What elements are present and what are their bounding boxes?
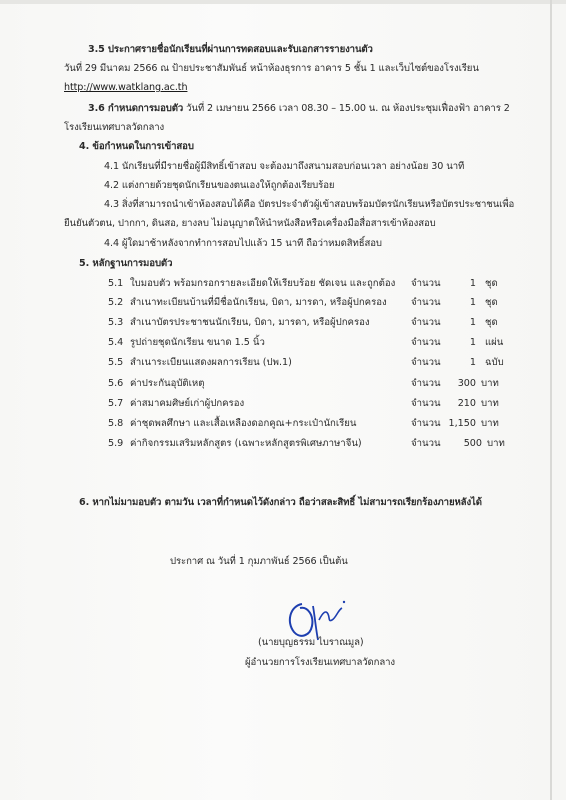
item-number: 5.7: [108, 398, 124, 409]
list-item: [0, 378, 566, 392]
item-unit: บาท: [481, 378, 499, 389]
item-unit: บาท: [487, 438, 505, 449]
item-number: 5.8: [108, 418, 124, 429]
section-4-heading: 4. ข้อกำหนดในการเข้าสอบ: [79, 141, 194, 152]
item-text: ค่ากิจกรรมเสริมหลักสูตร (เฉพาะหลักสูตรพิเศษภาษาจีน): [130, 438, 362, 449]
item-text: สำเนาบัตรประชาชนนักเรียน, บิดา, มารดา, หรือผู้ปกครอง: [130, 317, 370, 328]
item-qty: 1: [469, 337, 476, 348]
item-qty: 1: [469, 278, 476, 289]
list-item: [0, 278, 566, 292]
list-item: [0, 438, 566, 452]
item-qty: 300: [457, 378, 476, 389]
item-text: ใบมอบตัว พร้อมกรอกรายละเอียดให้เรียบร้อย ชัดเจน และถูกต้อง: [130, 278, 396, 289]
item-number: 5.1: [108, 278, 124, 289]
item-unit: บาท: [481, 418, 499, 429]
announcement-date: ประกาศ ณ วันที่ 1 กุมภาพันธ์ 2566 เป็นต้น: [170, 556, 348, 567]
rule-4-1: 4.1 นักเรียนที่มีรายชื่อผู้มีสิทธิ์เข้าสอบ จะต้องมาถึงสนามสอบก่อนเวลา อย่างน้อย 30 นาที: [104, 161, 465, 172]
item-qty: 1: [469, 317, 476, 328]
item-number: 5.9: [108, 438, 124, 449]
section-5-heading: 5. หลักฐานการมอบตัว: [79, 258, 173, 269]
item-qty: 210: [457, 398, 476, 409]
section-3-5-heading: 3.5 ประกาศรายชื่อนักเรียนที่ผ่านการทดสอบและรับเอกสารรายงานตัว: [88, 44, 373, 55]
item-unit: ชุด: [485, 278, 498, 289]
item-text: ค่าสมาคมศิษย์เก่าผู้ปกครอง: [130, 398, 245, 409]
section-3-6-heading: 3.6 กำหนดการมอบตัว: [88, 103, 184, 114]
section-3-6-detail: วันที่ 2 เมษายน 2566 เวลา 08.30 – 15.00 น. ณ ห้องประชุมเฟื่องฟ้า อาคาร 2: [186, 103, 510, 114]
item-qty-label: จำนวน: [411, 317, 441, 328]
school-website-link[interactable]: http://www.watklang.ac.th: [64, 82, 188, 93]
item-number: 5.6: [108, 378, 124, 389]
item-unit: แผ่น: [485, 337, 504, 348]
list-item: [0, 297, 566, 311]
signer-name: (นายบุญธรรม ไบราณมูล): [258, 637, 364, 648]
list-item: [0, 398, 566, 412]
item-qty-label: จำนวน: [411, 438, 441, 449]
item-text: รูปถ่ายชุดนักเรียน ขนาด 1.5 นิ้ว: [130, 337, 265, 348]
rule-4-3: 4.3 สิ่งที่สามารถนำเข้าห้องสอบได้คือ บัตรประจำตัวผู้เข้าสอบพร้อมบัตรนักเรียนหรือบัตรประชาชนเพื่อ: [104, 199, 515, 210]
item-text: ค่าประกันอุบัติเหตุ: [130, 378, 205, 389]
page-top-edge: [0, 0, 566, 4]
item-qty: 1: [469, 297, 476, 308]
item-qty: 1: [469, 357, 476, 368]
item-unit: ชุด: [485, 297, 498, 308]
list-item: [0, 317, 566, 331]
section-3-6-venue: โรงเรียนเทศบาลวัดกลาง: [64, 122, 165, 133]
item-number: 5.3: [108, 317, 124, 328]
list-item: [0, 418, 566, 432]
item-number: 5.4: [108, 337, 124, 348]
item-qty-label: จำนวน: [411, 337, 441, 348]
item-qty-label: จำนวน: [411, 297, 441, 308]
signer-position: ผู้อำนวยการโรงเรียนเทศบาลวัดกลาง: [245, 657, 396, 668]
section-3-6-line: [88, 103, 510, 115]
rule-4-2: 4.2 แต่งกายด้วยชุดนักเรียนของตนเองให้ถูกต้องเรียบร้อย: [104, 180, 335, 191]
item-qty-label: จำนวน: [411, 278, 441, 289]
item-text: ค่าชุดพลศึกษา และเสื้อเหลืองดอกคูณ+กระเป๋านักเรียน: [130, 418, 357, 429]
item-text: สำเนาระเบียนแสดงผลการเรียน (ปพ.1): [130, 357, 292, 368]
item-qty-label: จำนวน: [411, 357, 441, 368]
list-item: [0, 357, 566, 371]
item-unit: บาท: [481, 398, 499, 409]
list-item: [0, 337, 566, 351]
item-text: สำเนาทะเบียนบ้านที่มีชื่อนักเรียน, บิดา, มารดา, หรือผู้ปกครอง: [130, 297, 387, 308]
item-qty: 1,150: [448, 418, 476, 429]
rule-4-4: 4.4 ผู้ใดมาช้าหลังจากทำการสอบไปแล้ว 15 นาที ถือว่าหมดสิทธิ์สอบ: [104, 238, 382, 249]
item-qty-label: จำนวน: [411, 398, 441, 409]
section-3-5-line: วันที่ 29 มีนาคม 2566 ณ ป้ายประชาสัมพันธ์ หน้าห้องธุรการ อาคาร 5 ชั้น 1 และเว็บไซต์ของโรงเรียน: [64, 63, 479, 74]
item-qty-label: จำนวน: [411, 378, 441, 389]
item-unit: ฉบับ: [485, 357, 504, 368]
item-unit: ชุด: [485, 317, 498, 328]
item-qty-label: จำนวน: [411, 418, 441, 429]
section-6-heading: 6. หากไม่มามอบตัว ตามวัน เวลาที่กำหนดไว้ดังกล่าว ถือว่าสละสิทธิ์ ไม่สามารถเรียกร้องภายหลังได้: [79, 497, 482, 508]
item-number: 5.2: [108, 297, 124, 308]
item-number: 5.5: [108, 357, 124, 368]
item-qty: 500: [463, 438, 482, 449]
rule-4-3-cont: ยืนยันตัวตน, ปากกา, ดินสอ, ยางลบ ไม่อนุญาตให้นำหนังสือหรือเครื่องมือสื่อสารเข้าห้องสอบ: [64, 218, 436, 229]
